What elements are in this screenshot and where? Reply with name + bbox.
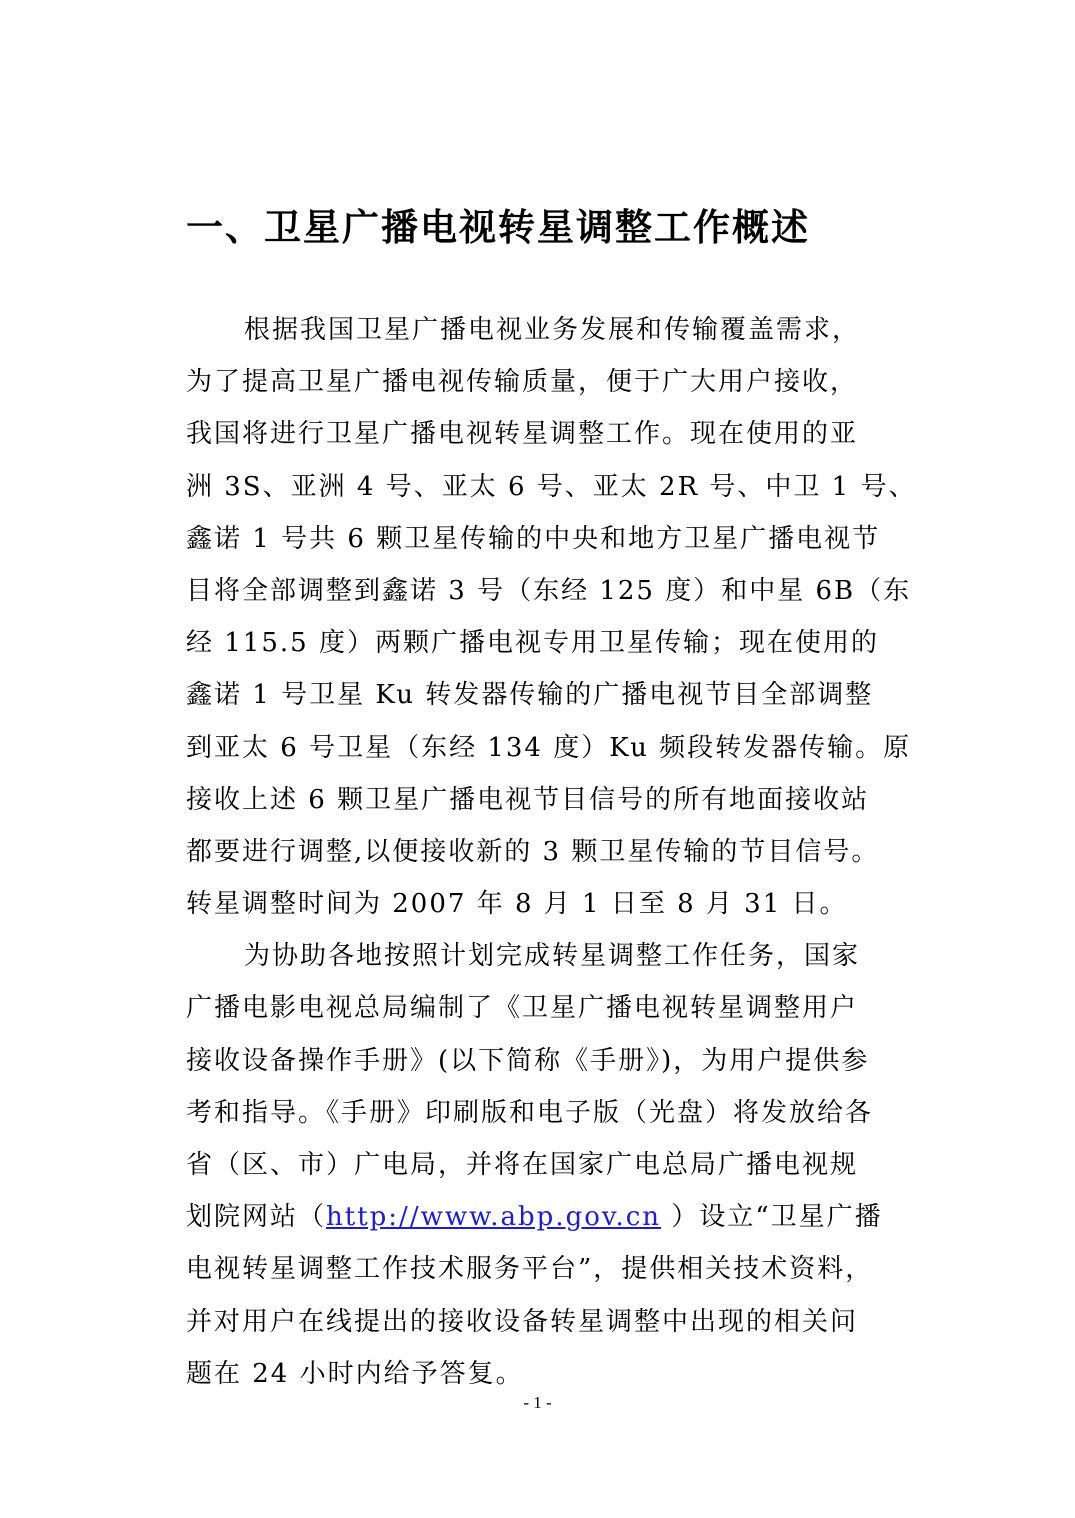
line-text-before-link: 划院网站（ (186, 1202, 327, 1233)
paragraph-line: 电视转星调整工作技术服务平台”，提供相关技术资料， (186, 1254, 874, 1285)
paragraph-line: 鑫诺 1 号共 6 颗卫星传输的中央和地方卫星广播电视节 (186, 523, 881, 554)
paragraph-line: 都要进行调整,以便接收新的 3 颗卫星传输的节目信号。 (186, 836, 880, 867)
paragraph-line-with-link (186, 1191, 886, 1243)
paragraph-line: 题在 24 小时内给予答复。 (186, 1358, 524, 1389)
paragraph-line: 为了提高卫星广播电视传输质量，便于广大用户接收， (186, 367, 859, 398)
paragraph-line: 转星调整时间为 2007 年 8 月 1 日至 8 月 31 日。 (186, 889, 848, 920)
paragraph-line: 接收设备操作手册》(以下简称《手册》)，为用户提供参 (186, 1045, 870, 1076)
paragraph-line: 经 115.5 度）两颗广播电视专用卫星传输；现在使用的 (186, 628, 879, 659)
paragraph-2 (186, 930, 886, 1400)
paragraph-line: 省（区、市）广电局，并将在国家广电总局广播电视规 (186, 1150, 859, 1180)
paragraph-line: 接收上述 6 颗卫星广播电视节目信号的所有地面接收站 (186, 784, 870, 815)
paragraph-line: 并对用户在线提出的接收设备转星调整中出现的相关问 (186, 1306, 859, 1337)
page-number: - 1 - (523, 1393, 552, 1412)
paragraph-line: 广播电影电视总局编制了《卫星广播电视转星调整用户 (186, 993, 859, 1024)
paragraph-line: 到亚太 6 号卫星（东经 134 度）Ku 频段转发器传输。原 (186, 732, 912, 763)
paragraph-line: 根据我国卫星广播电视业务发展和传输覆盖需求， (244, 315, 861, 345)
section-heading: 一、卫星广播电视转星调整工作概述 (186, 206, 810, 249)
paragraph-line: 考和指导。《手册》印刷版和电子版（光盘）将发放给各 (186, 1097, 874, 1128)
line-text-after-link: ）设立“卫星广播 (661, 1202, 883, 1233)
website-link[interactable]: http://www.abp.gov.cn (326, 1202, 662, 1233)
paragraph-1 (186, 304, 917, 930)
body-text (186, 304, 917, 1400)
paragraph-line: 为协助各地按照计划完成转星调整工作任务，国家 (244, 941, 861, 972)
paragraph-line: 我国将进行卫星广播电视转星调整工作。现在使用的亚 (186, 419, 859, 450)
paragraph-line: 鑫诺 1 号卫星 Ku 转发器传输的广播电视节目全部调整 (186, 680, 874, 711)
paragraph-line: 目将全部调整到鑫诺 3 号（东经 125 度）和中星 6B（东 (186, 575, 912, 606)
paragraph-line: 洲 3S、亚洲 4 号、亚太 6 号、亚太 2R 号、中卫 1 号、 (186, 471, 917, 502)
